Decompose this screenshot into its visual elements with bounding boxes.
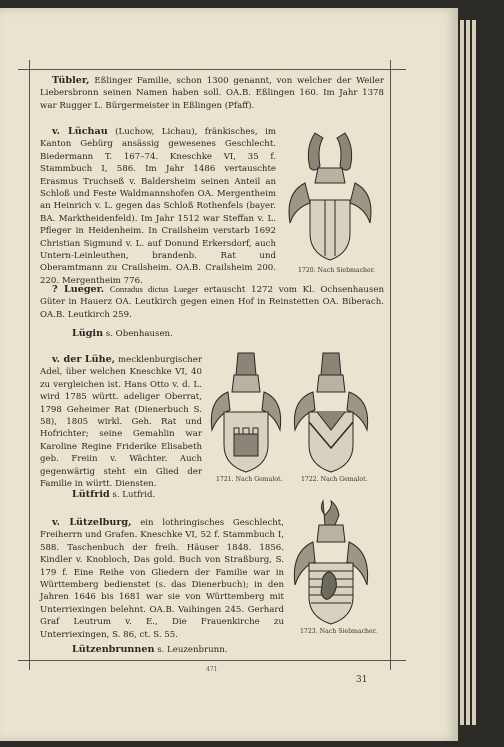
page-edge bbox=[466, 20, 470, 725]
entry-heading: v. Lützelburg, bbox=[52, 517, 132, 528]
bottom-rule bbox=[18, 660, 406, 661]
entry-heading: v. Lüchau bbox=[52, 126, 108, 137]
entry-heading: v. der Lühe, bbox=[52, 354, 116, 365]
left-rule bbox=[29, 60, 30, 670]
entry-body: ein lothringisches Geschlecht, Freiherrn und Grafen. Kneschke VI, 52 f. Stammbuch I, 588. Taschenbuch der freih. Häuser 1848. 1856. Kindler v. Knobloch, Das gold. Buch von Straßburg, S. 179 f. Eine Reihe von Gliedern der Familie war in Württemberg bedienstet (s. das Dienerbuch); in den Jahren 1646 bis 1681 war sie von Württemberg mit Unterriexingen belehnt. OA.B. Vaihingen 245. Gerhard Graf Leutrum v. E., Die Frauenkirche zu Unterriexingen, S. 86, ct. S. 55. bbox=[40, 518, 284, 640]
entry-lueger bbox=[40, 283, 384, 321]
entry-body: s. Obenhausen. bbox=[105, 329, 173, 339]
page-edge bbox=[460, 20, 464, 725]
entry-heading: ? Lueger. bbox=[52, 284, 105, 295]
figure-caption: 1723. Nach Siebmacher. bbox=[300, 628, 377, 635]
entry-heading: Lügin bbox=[72, 328, 104, 339]
luetzelburg-coat-of-arms bbox=[289, 497, 373, 627]
folio-number: 471 bbox=[206, 666, 218, 673]
right-rule bbox=[390, 60, 391, 670]
page-number: 31 bbox=[356, 675, 368, 685]
luehe-coat-of-arms-left bbox=[208, 350, 284, 475]
page-edge bbox=[472, 20, 476, 725]
figure-caption: 1720. Nach Siebmacher. bbox=[298, 267, 375, 274]
entry-body: s. Lutfrid. bbox=[112, 490, 156, 500]
luehe-coat-of-arms-right bbox=[289, 350, 373, 475]
entry-heading: Lützenbrunnen bbox=[72, 644, 155, 655]
entry-latin: Conradus dictus Lueger bbox=[109, 284, 199, 294]
luechau-coat-of-arms bbox=[285, 128, 375, 268]
entry-luechau bbox=[40, 126, 276, 287]
figure-caption: 1721. Nach Gemalot. bbox=[216, 476, 283, 483]
figure-caption: 1722. Nach Gemalot. bbox=[301, 476, 368, 483]
entry-heading: Lütfrid bbox=[72, 489, 110, 500]
top-rule bbox=[18, 69, 406, 70]
entry-body: Eßlinger Familie, schon 1300 genannt, von welcher der Weiler Liebersbronn seinen Namen haben soll. OA.B. Eßlingen 160. Im Jahr 1378 war Rugger L. Bürgermeister in Eßlingen (Pfaff). bbox=[40, 76, 384, 111]
entry-luehe bbox=[40, 354, 202, 490]
entry-body: mecklenburgischer Adel, über welchen Kneschke VI, 40 zu vergleichen ist. Hans Otto v. d. L. wird 1785 württ. adeliger Oberrat, 1798 Geheimer Rat (Dienerbuch S. 58), 1805 wirkl. Geh. Rat und Hofrichter; seine Gemahlin war Karoline Regine Friderike Elisabeth geb. Freiin v. Wächter. Auch gegenwärtig steht ein Glied der Familie in württ. Diensten. bbox=[40, 355, 202, 490]
entry-body: (Luchow, Lichau), fränkisches, im Kanton Gebürg ansässig gewesenes Geschlecht. Biedermann T. 167–74. Kneschke VI, 35 f. Stammbuch I, 586. Im Jahr 1486 vertauschte Erasmus Truchseß v. Baldersheim seinen Anteil an Schloß und Feste Waldmannshofen OA. Mergentheim an Heinrich v. L. gegen das Schloß Rothenfels (bayer. BA. Marktheidenfeld). Im Jahr 1512 war Steffan v. L. Pfleger in Heidenheim. In Crailsheim verstarb 1692 Christian Sigmund v. L. auf Donund Erkersdorf, auch Untern-Leinleuthen, brandenb. Rat und Oberamtmann zu Crailsheim. OA.B. Crailsheim 200. 220. Mergentheim 776. bbox=[40, 127, 276, 286]
entry-luegin bbox=[72, 328, 372, 340]
entry-tuebler bbox=[40, 75, 384, 112]
entry-heading: Tübler, bbox=[52, 75, 90, 86]
entry-luetzelburg bbox=[40, 517, 284, 641]
entry-luetzenbrunnen bbox=[72, 644, 372, 656]
entry-body: ertauscht 1272 vom Kl. Ochsenhausen Güter in Hauerz OA. Leutkirch gegen einen Hof in Reinstetten OA. Biberach. OA.B. Leutkirch 259. bbox=[40, 285, 384, 320]
entry-body: s. Leuzenbrunn. bbox=[157, 645, 228, 655]
